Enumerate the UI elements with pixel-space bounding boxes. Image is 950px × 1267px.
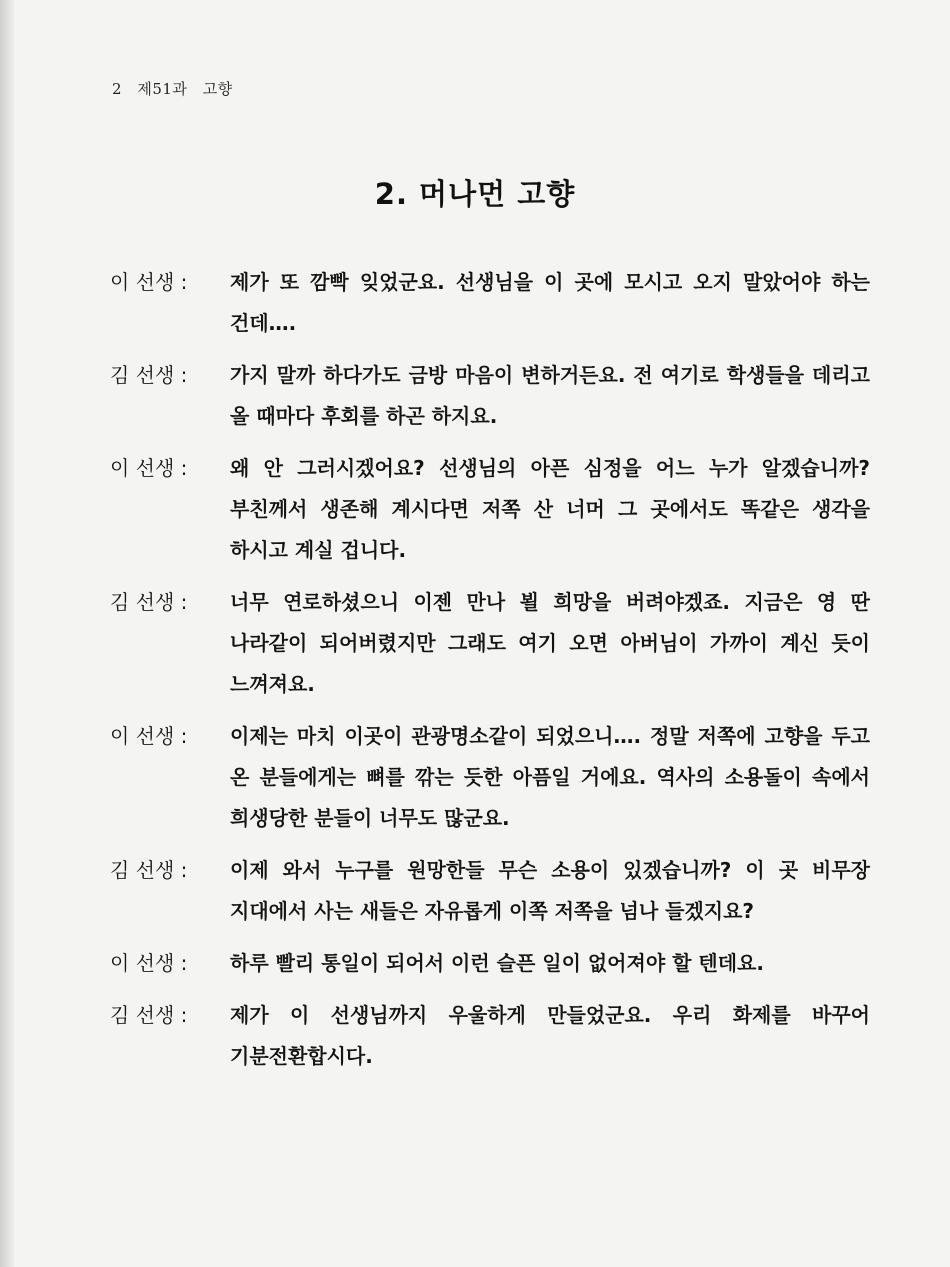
page-number: 2 (112, 80, 123, 98)
speech-text: 하루 빨리 통일이 되어서 이런 슬픈 일이 없어져야 할 텐데요. (230, 951, 764, 975)
speech-text: 제가 이 선생님까지 우울하게 만들었군요. 우리 화제를 바꾸어 기분전환합시다. (230, 1003, 870, 1068)
speech-text: 너무 연로하셨으니 이젠 만나 뵐 희망을 버려야겠죠. 지금은 영 딴 나라같이 되어버렸지만 그래도 여기 오면 아버님이 가까이 계신 듯이 느껴져요. (230, 590, 870, 696)
speech-text: 이제 와서 누구를 원망한들 무슨 소용이 있겠습니까? 이 곳 비무장 지대에서 사는 새들은 자유롭게 이쪽 저쪽을 넘나 들겠지요? (230, 858, 870, 923)
speaker-label: 이 선생 : (110, 951, 188, 975)
dialogue-turn (110, 262, 870, 344)
speech-text: 가지 말까 하다가도 금방 마음이 변하거든요. 전 여기로 학생들을 데리고 올 때마다 후회를 하곤 하지요. (230, 363, 870, 428)
running-header (112, 78, 243, 99)
dialogue-turn (110, 716, 870, 839)
speech-text: 이제는 마치 이곳이 관광명소같이 되었으니…. 정말 저쪽에 고향을 두고 온 분들에게는 뼈를 깎는 듯한 아픔일 거에요. 역사의 소용돌이 속에서 희생당한 분들이 너무도 많군요. (230, 724, 870, 830)
speaker-label: 이 선생 : (110, 724, 188, 748)
speaker-label: 김 선생 : (110, 363, 188, 387)
dialogue (110, 262, 870, 1088)
dialogue-turn (110, 582, 870, 705)
dialogue-turn (110, 355, 870, 437)
dialogue-turn (110, 448, 870, 571)
speaker-label: 이 선생 : (110, 456, 188, 480)
dialogue-turn (110, 943, 870, 984)
dialogue-turn (110, 995, 870, 1077)
speaker-label: 이 선생 : (110, 270, 188, 294)
speaker-label: 김 선생 : (110, 858, 188, 882)
speaker-label: 김 선생 : (110, 590, 188, 614)
lesson-number: 제51과 (137, 80, 188, 98)
dialogue-turn (110, 850, 870, 932)
speech-text: 제가 또 깜빡 잊었군요. 선생님을 이 곳에 모시고 오지 말았어야 하는 건데…. (230, 270, 870, 335)
lesson-title: 고향 (202, 80, 233, 98)
speaker-label: 김 선생 : (110, 1003, 188, 1027)
speech-text: 왜 안 그러시겠어요? 선생님의 아픈 심정을 어느 누가 알겠습니까? 부친께서 생존해 계시다면 저쪽 산 너머 그 곳에서도 똑같은 생각을 하시고 계실 겁니다. (230, 456, 870, 562)
chapter-title: 2. 머나먼 고향 (374, 177, 576, 211)
